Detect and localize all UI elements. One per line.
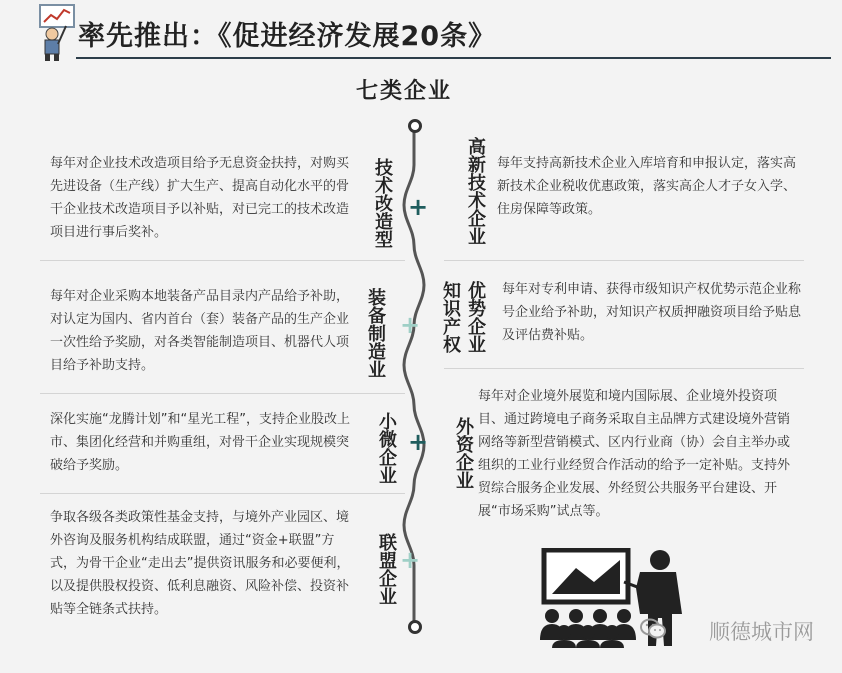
left-item-label: 装备制造业 [365,288,386,378]
plus-icon: + [408,428,429,456]
header-divider [76,57,831,59]
left-item-text: 每年对企业采购本地装备产品目录内产品给予补助，对认定为国内、省内首台（套）装备产品的生产企业一次性给予奖励，对各类智能制造项目、机器代人项目给予补助支持。 [50,289,350,373]
right-item-label: 外资企业 [453,417,474,489]
left-item-text: 深化实施“龙腾计划”和“星光工程”，支持企业股改上市、集团化经营和并购重组，对骨干企业实现规模突破给予奖励。 [50,412,350,473]
left-item-label: 小微企业 [376,412,397,484]
row-divider [40,493,405,494]
left-item-label: 技术改造型 [372,158,393,248]
right-item-label: 知识产权 [440,281,461,353]
plus-icon: + [408,193,429,221]
wechat-icon [640,618,666,640]
left-item-text: 争取各级各类政策性基金支持，与境外产业园区、境外咨询及服务机构结成联盟，通过“资金+联盟”方式，为骨干企业“走出去”提供资讯服务和必要便利，以及提供股权投资、低利息融资、风险补偿、投资补贴等全链条式扶持。 [50,510,350,617]
timeline-end-node [408,620,422,634]
right-item-text: 每年对企业境外展览和境内国际展、企业境外投资项目、通过跨境电子商务采取自主品牌方式建设境外营销网络等新型营销模式、区内行业商（协）会自主举办或组织的工业行业经贸合作活动的给予一定补贴。支持外贸综合服务企业发展、外经贸公共服务平台建设、开展“市场采购”试点等。 [478,389,791,519]
left-item-text: 每年对企业技术改造项目给予无息资金扶持，对购买先进设备（生产线）扩大生产、提高自动化水平的骨干企业技术改造项目予以补贴，对已完工的技术改造项目进行事后奖补。 [50,156,350,240]
page-title: 率先推出：《促进经济发展20条》 [78,21,497,52]
right-item-label: 优势企业 [465,281,486,353]
timeline-start-node [408,119,422,133]
row-divider [40,260,405,261]
section-title: 七类企业 [356,79,453,104]
chart-board-icon [544,550,628,602]
right-item-text: 每年支持高新技术企业入库培育和申报认定，落实高新技术企业税收优惠政策，落实高企人才子女入学、住房保障等政策。 [497,156,797,217]
row-divider [444,260,804,261]
presenter-icon [536,548,708,648]
row-divider [40,393,405,394]
row-divider [444,368,804,369]
watermark: 顺德城市网 [709,620,814,644]
header-icon [34,4,78,62]
right-item-label: 高新技术企业 [465,136,486,245]
plus-icon: + [400,311,421,339]
right-item-text: 每年对专利申请、获得市级知识产权优势示范企业称号企业给予补助，对知识产权质押融资项目给予贴息及评估费补贴。 [502,282,802,343]
left-item-label: 联盟企业 [376,533,397,605]
plus-icon: + [400,546,421,574]
